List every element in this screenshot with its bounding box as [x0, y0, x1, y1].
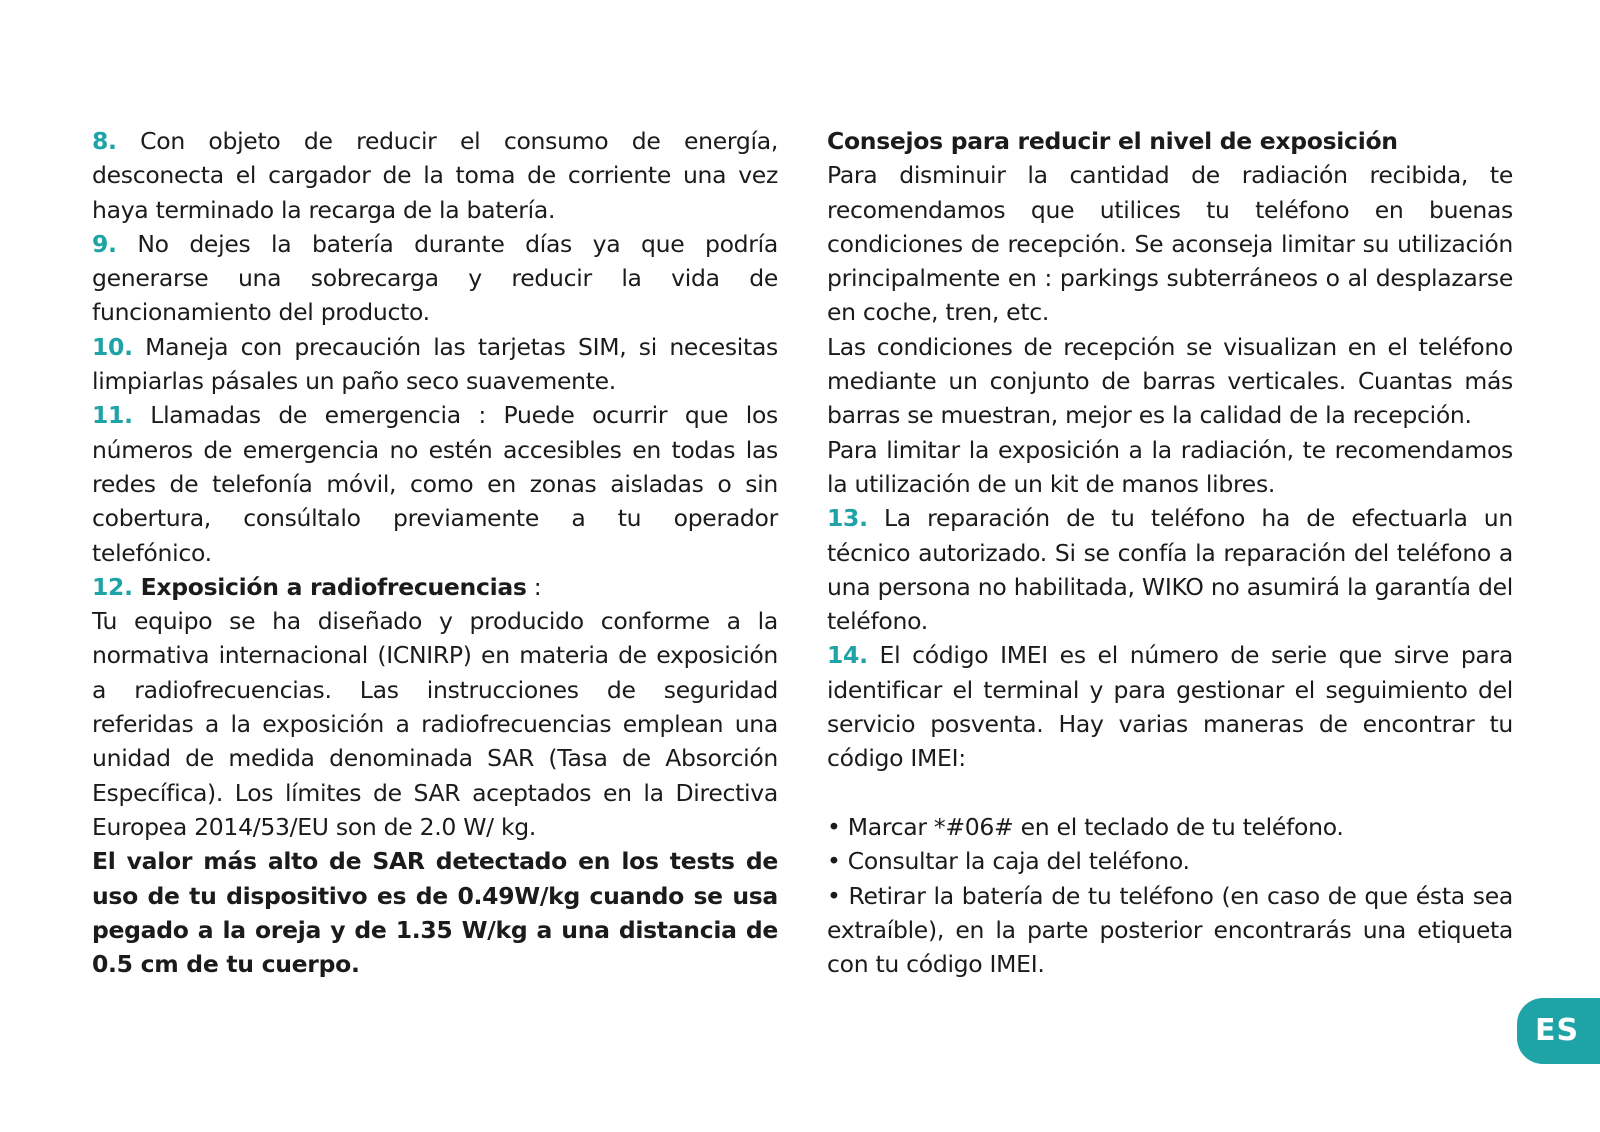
spacer: [827, 776, 1513, 810]
item-number: 13.: [827, 504, 868, 533]
bullet-item: • Consultar la caja del teléfono.: [827, 847, 1190, 876]
left-column: [92, 124, 778, 981]
item-12-body: Tu equipo se ha diseñado y producido conforme a la normativa internacional (ICNIRP) en materia de exposición a radiofrecuencias. Las instrucciones de seguridad referidas a la exposición a radiofrecuencias emplean una unidad de medida denominada SAR (Tasa de Absorción Específica). Los límites de SAR aceptados en la Directiva Europea 2014/53/EU son de 2.0 W/ kg.: [92, 607, 778, 841]
item-text: Maneja con precaución las tarjetas SIM, si necesitas limpiarlas pásales un paño seco suavemente.: [92, 332, 778, 396]
item-10: [92, 330, 778, 399]
item-text: No dejes la batería durante días ya que podría generarse una sobrecarga y reducir la vida de funcionamiento del producto.: [92, 229, 778, 327]
item-title: Exposición a radiofrecuencias: [132, 572, 527, 601]
section-heading: Consejos para reducir el nivel de exposición: [827, 127, 1398, 155]
item-text: El código IMEI es el número de serie que sirve para identificar el terminal y para gestionar el seguimiento del servicio posventa. Hay varias maneras de encontrar tu código IMEI:: [827, 641, 1513, 773]
bullet-item: • Retirar la batería de tu teléfono (en caso de que ésta sea extraíble), en la parte posterior encontrarás una etiqueta con tu código IMEI.: [827, 881, 1513, 979]
item-number: 10.: [92, 332, 133, 361]
item-text: La reparación de tu teléfono ha de efectuarla un técnico autorizado. Si se confía la reparación del teléfono a una persona no habilitada, WIKO no asumirá la garantía del teléfono.: [827, 504, 1513, 636]
item-number: 12.: [92, 572, 133, 601]
item-number: 8.: [92, 127, 117, 155]
item-number: 11.: [92, 401, 133, 430]
item-12-heading: [92, 570, 778, 604]
item-8: [92, 124, 778, 227]
item-9: [92, 227, 778, 330]
item-number: 9.: [92, 229, 117, 258]
item-14: [827, 638, 1513, 775]
exposure-paragraph: Para disminuir la cantidad de radiación recibida, te recomendamos que utilices tu teléfono en buenas condiciones de recepción. Se aconseja limitar su utilización principalmente en : parkings subterráneos o al desplazarse en coche, tren, etc.: [827, 161, 1513, 327]
right-column: [827, 124, 1513, 981]
item-13: [827, 501, 1513, 638]
language-tab: [1517, 998, 1600, 1064]
item-title-colon: :: [526, 572, 542, 601]
item-number: 14.: [827, 641, 868, 670]
language-label: ES: [1535, 1013, 1580, 1048]
bullet-item: • Marcar *#06# en el teclado de tu teléfono.: [827, 812, 1344, 841]
handsfree-paragraph: Para limitar la exposición a la radiación, te recomendamos la utilización de un kit de manos libres.: [827, 435, 1513, 498]
item-text: Con objeto de reducir el consumo de energía, desconecta el cargador de la toma de corriente una vez haya terminado la recarga de la batería.: [92, 127, 778, 224]
item-text: Llamadas de emergencia : Puede ocurrir que los números de emergencia no estén accesibles en todas las redes de telefonía móvil, como en zonas aisladas o sin cobertura, consúltalo previamente a tu operador telefónico.: [92, 401, 778, 567]
reception-paragraph: Las condiciones de recepción se visualizan en el teléfono mediante un conjunto de barras verticales. Cuantas más barras se muestran, mejor es la calidad de la recepción.: [827, 332, 1513, 430]
sar-statement: El valor más alto de SAR detectado en los tests de uso de tu dispositivo es de 0.49W/kg cuando se usa pegado a la oreja y de 1.35 W/kg a una distancia de 0.5 cm de tu cuerpo.: [92, 847, 778, 979]
item-11: [92, 398, 778, 569]
